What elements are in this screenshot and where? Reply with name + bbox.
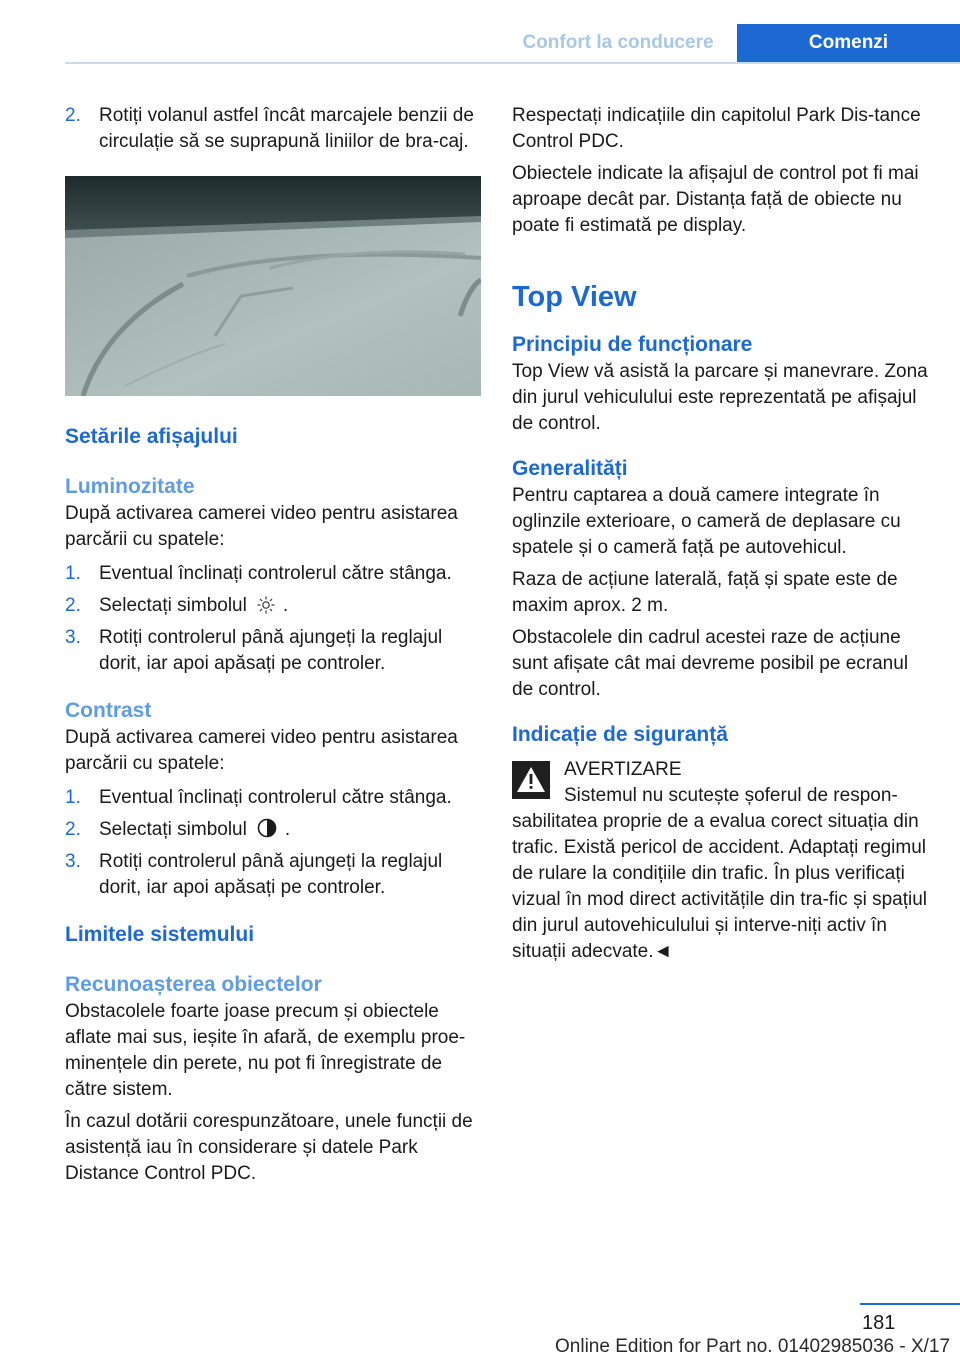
chapter-heading: Top View — [512, 281, 637, 313]
list-number: 3. — [65, 851, 81, 872]
list-text: Selectați simbolul — [99, 595, 247, 616]
page-number: 181 — [862, 1312, 896, 1334]
section-heading: Principiu de funcționare — [512, 333, 753, 356]
list-text: Rotiți controlerul până ajungeți la reglajul dorit, iar apoi apăsați pe controler. — [99, 627, 443, 674]
warning-first-line: Sistemul nu scutește șoferul de respon‐ — [564, 785, 898, 806]
sun-icon — [257, 596, 275, 614]
footer-divider — [860, 1303, 960, 1305]
paragraph: Respectați indicațiile din capitolul Park Dis‐tance Control PDC. — [512, 105, 921, 152]
paragraph: După activarea camerei video pentru asistarea parcării cu spatele: — [65, 727, 458, 774]
subsection-heading: Recunoașterea obiectelor — [65, 973, 322, 996]
section-heading: Limitele sistemului — [65, 923, 255, 946]
paragraph: Obstacolele din cadrul acestei raze de acțiune sunt afișate cât mai devreme posibil pe ecranul de control. — [512, 627, 909, 700]
warning-block — [512, 757, 932, 809]
paragraph: Top View vă asistă la parcare și manevrare. Zona din jurul vehiculului este reprezentată pe afișajul de control. — [512, 361, 928, 434]
edition-text: Online Edition for Part no. 01402985036 - X/17 — [555, 1336, 951, 1357]
list-item — [65, 849, 481, 901]
list-text-suffix: . — [282, 595, 289, 616]
warning-triangle-icon — [512, 761, 550, 799]
contrast-icon — [257, 818, 277, 838]
section-heading: Setările afișajului — [65, 425, 238, 448]
paragraph: Obiectele indicate la afișajul de control pot fi mai aproape decât par. Distanța față de obiecte nu poate fi estimată pe display. — [512, 163, 919, 236]
list-item — [65, 817, 481, 843]
list-number: 2. — [65, 105, 81, 126]
paragraph: Pentru captarea a două camere integrate în oglinzile exterioare, o cameră de deplasare cu spatele și o cameră față pe autovehicul. — [512, 485, 901, 558]
warning-text: sabilitatea proprie de a evalua corect situația din trafic. Există pericol de accident. Adaptați regimul de rulare la condițiile din trafic. În plus verificați vizual în mod direct activitățile din tra‐fic și spațiul din jurul autovehiculului și interve‐niți activ în situații adecvate.◄ — [512, 811, 927, 962]
list-item — [65, 625, 481, 677]
list-number: 2. — [65, 595, 81, 616]
header-section-tab[interactable]: Confort la conducere — [522, 32, 714, 53]
list-number: 1. — [65, 563, 81, 584]
list-text: Eventual înclinați controlerul către stânga. — [99, 787, 452, 808]
list-number: 3. — [65, 627, 81, 648]
list-text-suffix: . — [284, 819, 291, 840]
paragraph: Raza de acțiune laterală, față și spate este de maxim aprox. 2 m. — [512, 569, 898, 616]
section-heading: Generalități — [512, 457, 628, 480]
left-column — [65, 103, 481, 1193]
paragraph: Obstacolele foarte joase precum și obiectele aflate mai sus, ieșite în afară, de exemplu proe‐minențele din perete, nu pot fi înregistrate de către sistem. — [65, 1001, 466, 1100]
paragraph: În cazul dotării corespunzătoare, unele funcții de asistență iau în considerare și datele Park Distance Control PDC. — [65, 1111, 473, 1184]
header-chapter-tab[interactable]: Comenzi — [737, 24, 960, 62]
list-number: 2. — [65, 819, 81, 840]
list-text: Rotiți volanul astfel încât marcajele benzii de circulație să se suprapună liniilor de bra‐caj. — [99, 105, 474, 152]
list-item — [65, 593, 481, 619]
list-item — [65, 103, 481, 155]
list-item — [65, 561, 481, 587]
paragraph: După activarea camerei video pentru asistarea parcării cu spatele: — [65, 503, 458, 550]
subsection-heading: Luminozitate — [65, 475, 195, 498]
subsection-heading: Contrast — [65, 699, 152, 722]
list-text: Eventual înclinați controlerul către stânga. — [99, 563, 452, 584]
right-column — [512, 103, 932, 965]
list-item — [65, 785, 481, 811]
list-number: 1. — [65, 787, 81, 808]
section-heading: Indicație de siguranță — [512, 723, 728, 746]
list-text: Rotiți controlerul până ajungeți la reglajul dorit, iar apoi apăsați pe controler. — [99, 851, 443, 898]
list-text: Selectați simbolul — [99, 819, 247, 840]
camera-view-image — [65, 176, 481, 396]
header-divider — [65, 62, 960, 64]
warning-label: AVERTIZARE — [564, 759, 682, 780]
